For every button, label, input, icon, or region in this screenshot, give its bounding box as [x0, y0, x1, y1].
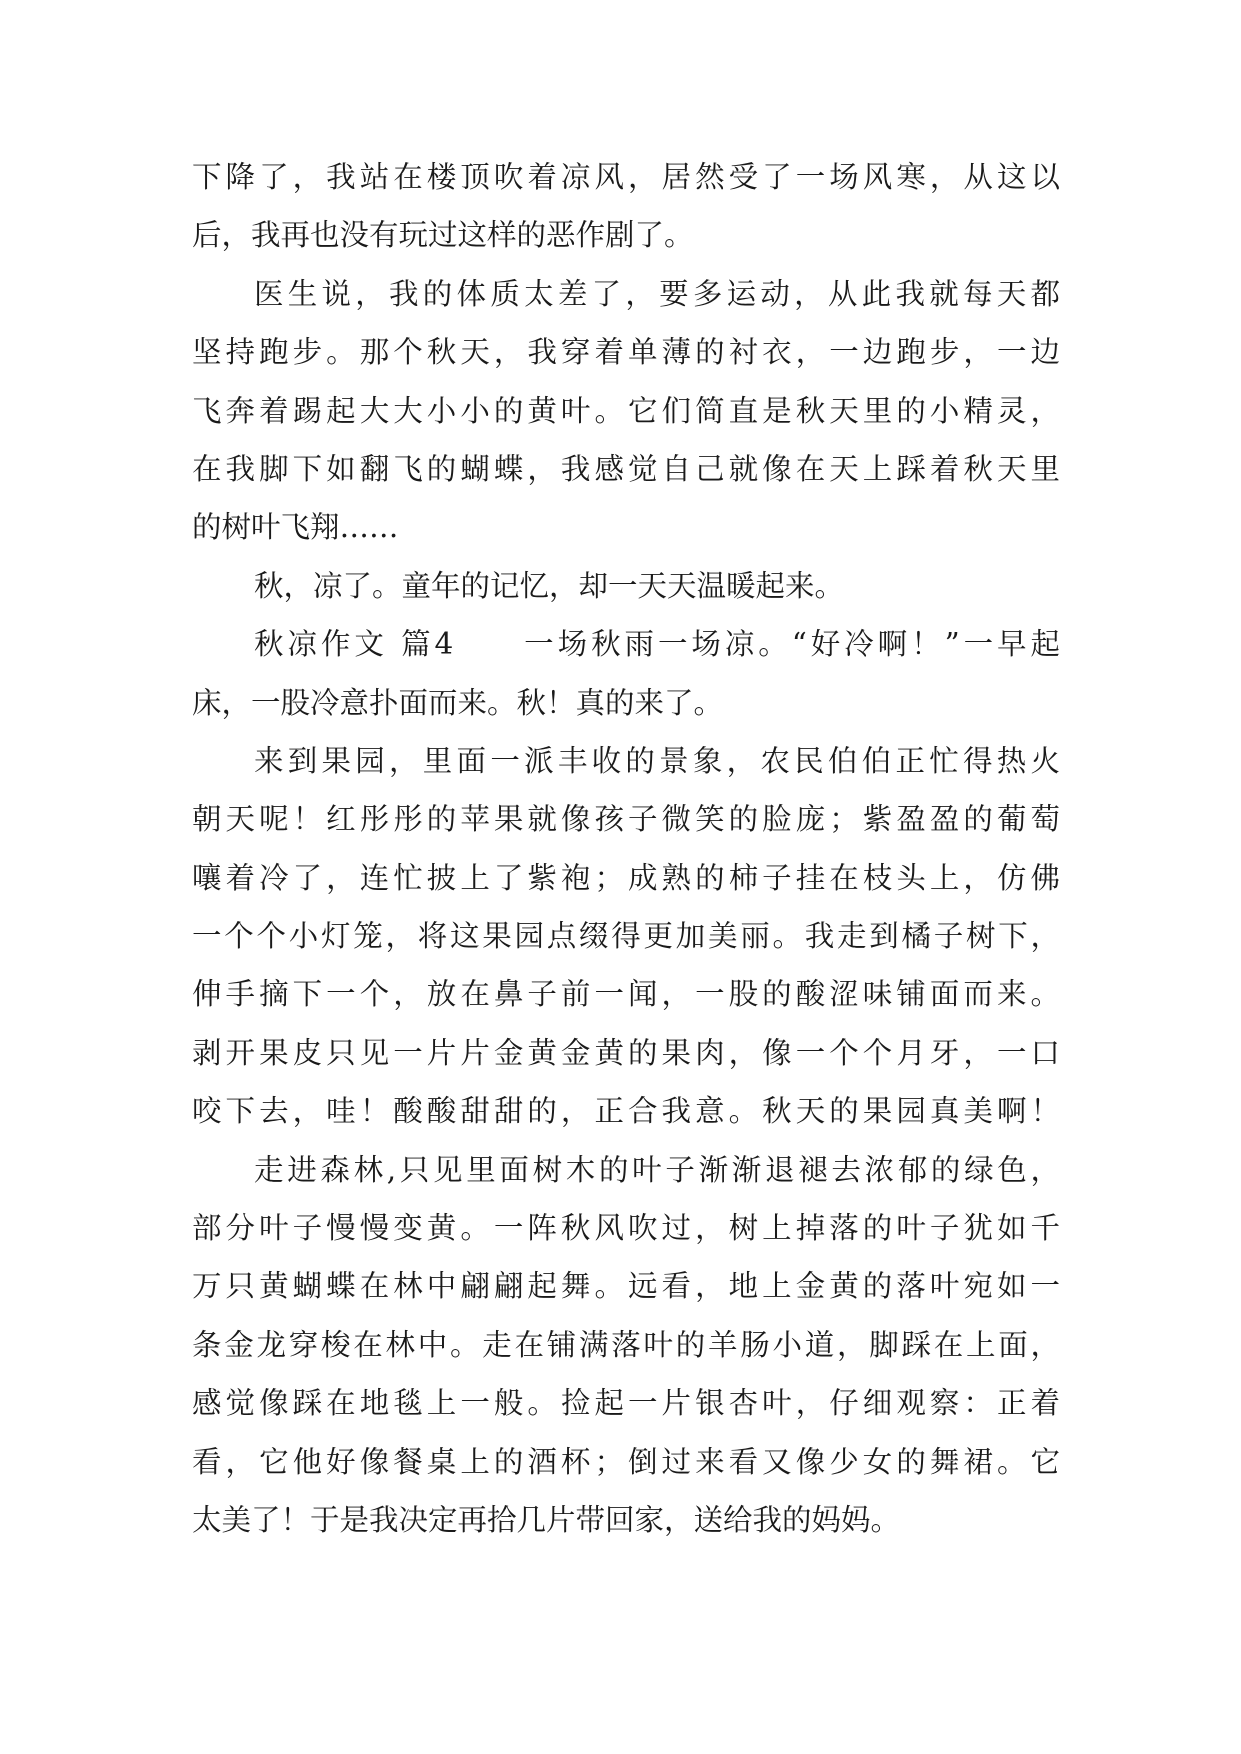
- text-line: 下降了，我站在楼顶吹着凉风，居然受了一场风寒，从这以: [192, 160, 1060, 194]
- text-line: 万只黄蝴蝶在林中翩翩起舞。远看，地上金黄的落叶宛如一: [192, 1269, 1060, 1304]
- text-line: 条金龙穿梭在林中。走在铺满落叶的羊肠小道，脚踩在上面，: [192, 1327, 1060, 1362]
- text-line: 太美了！于是我决定再拾几片带回家，送给我的妈妈。: [192, 1502, 901, 1537]
- text-line: 走进森林,只见里面树木的叶子渐渐退褪去浓郁的绿色，: [254, 1152, 1060, 1187]
- text-line: 后，我再也没有玩过这样的恶作剧了。: [192, 218, 694, 253]
- text-line: 来到果园，里面一派丰收的景象，农民伯伯正忙得热火: [254, 743, 1060, 778]
- text-line: 咬下去，哇！酸酸甜甜的，正合我意。秋天的果园真美啊！: [192, 1094, 1060, 1129]
- text-line: 医生说，我的体质太差了，要多运动，从此我就每天都: [254, 276, 1060, 311]
- text-line: 一个个小灯笼，将这果园点缀得更加美丽。我走到橘子树下，: [192, 919, 1060, 954]
- text-line: 秋，凉了。童年的记忆，却一天天温暖起来。: [254, 568, 845, 603]
- text-line: 坚持跑步。那个秋天，我穿着单薄的衬衣，一边跑步，一边: [192, 335, 1060, 370]
- text-line: 床，一股冷意扑面而来。秋！真的来了。: [192, 685, 724, 720]
- text-line: 部分叶子慢慢变黄。一阵秋风吹过，树上掉落的叶子犹如千: [192, 1211, 1060, 1246]
- text-line: 朝天呢！红彤彤的苹果就像孩子微笑的脸庞；紫盈盈的葡萄: [192, 802, 1060, 837]
- text-line: 伸手摘下一个，放在鼻子前一闻，一股的酸涩味铺面而来。: [192, 977, 1060, 1012]
- text-line: 的树叶飞翔……: [192, 510, 399, 545]
- text-line: 秋凉作文 篇4 一场秋雨一场凉。“好冷啊！”一早起: [254, 627, 1060, 662]
- text-line: 在我脚下如翻飞的蝴蝶，我感觉自己就像在天上踩着秋天里: [192, 451, 1060, 486]
- text-line: 嚷着冷了，连忙披上了紫袍；成熟的柿子挂在枝头上，仿佛: [192, 860, 1060, 895]
- text-line: 感觉像踩在地毯上一般。捡起一片银杏叶，仔细观察：正着: [192, 1386, 1060, 1421]
- essay-body: [192, 148, 1060, 1549]
- text-line: 看，它他好像餐桌上的酒杯；倒过来看又像少女的舞裙。它: [192, 1444, 1060, 1479]
- text-line: 剥开果皮只见一片片金黄金黄的果肉，像一个个月牙，一口: [192, 1035, 1060, 1070]
- text-line: 飞奔着踢起大大小小的黄叶。它们简直是秋天里的小精灵，: [192, 393, 1060, 428]
